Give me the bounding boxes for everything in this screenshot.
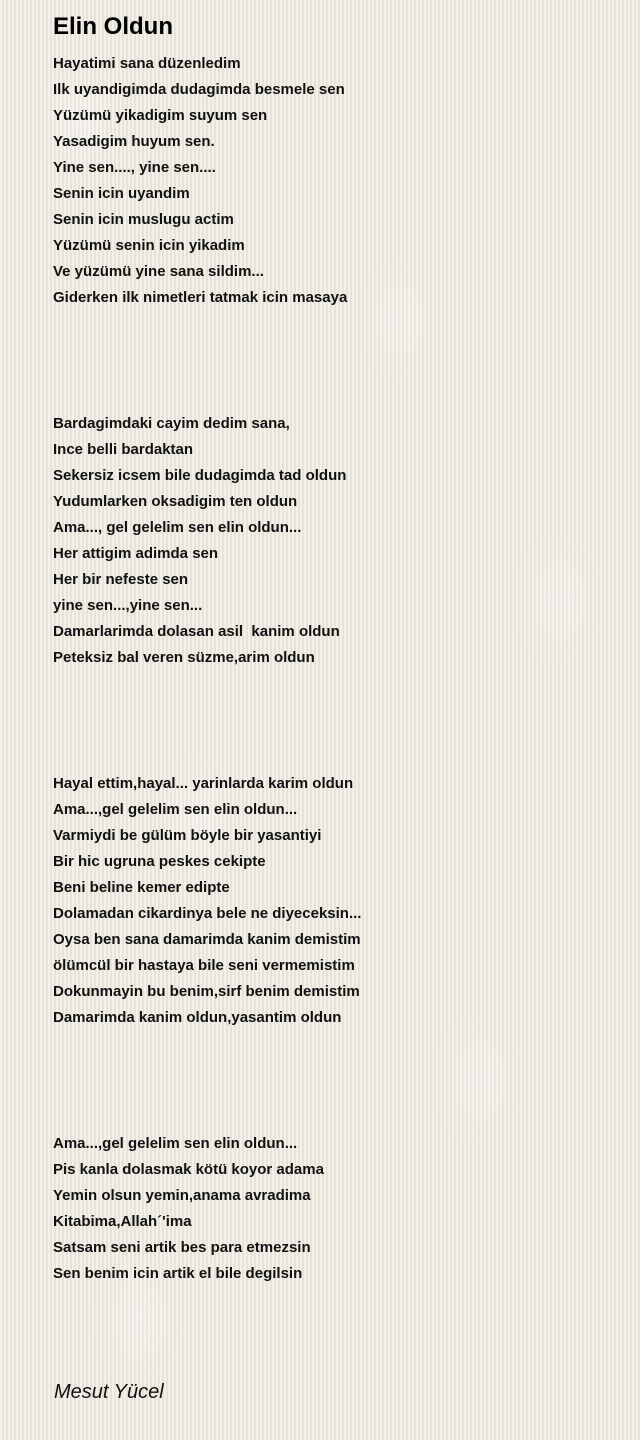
stanza-2 <box>53 411 346 671</box>
poem-line: Ama..., gel gelelim sen elin oldun... <box>53 519 302 536</box>
poem-line: Dokunmayin bu benim,sirf benim demistim <box>53 983 360 1000</box>
poem-line: Ama...,gel gelelim sen elin oldun... <box>53 1135 298 1152</box>
poem-line: Ama...,gel gelelim sen elin oldun... <box>53 801 298 818</box>
poem-title: Elin Oldun <box>53 13 173 40</box>
poem-line: Oysa ben sana damarimda kanim demistim <box>53 931 361 948</box>
poem-line: Bir hic ugruna peskes cekipte <box>53 853 266 870</box>
poem-author: Mesut Yücel <box>54 1381 164 1403</box>
poem-line: Her bir nefeste sen <box>53 571 189 588</box>
poem-line: Her attigim adimda sen <box>53 545 219 562</box>
poem-line: ölümcül bir hastaya bile seni vermemistim <box>53 957 355 974</box>
poem-line: Peteksiz bal veren süzme,arim oldun <box>53 649 315 666</box>
poem-line: Sekersiz icsem bile dudagimda tad oldun <box>53 467 347 484</box>
poem-line: Damarlarimda dolasan asil kanim oldun <box>53 623 340 640</box>
poem-line: Senin icin uyandim <box>53 185 190 202</box>
poem-line: Yüzümü senin icin yikadim <box>53 237 245 254</box>
stanza-3 <box>53 771 361 1031</box>
poem-line: Ilk uyandigimda dudagimda besmele sen <box>53 81 345 98</box>
poem-line: Yudumlarken oksadigim ten oldun <box>53 493 298 510</box>
poem-line: Ve yüzümü yine sana sildim... <box>53 263 264 280</box>
poem-line: Hayal ettim,hayal... yarinlarda karim oldun <box>53 775 354 792</box>
poem-line: Bardagimdaki cayim dedim sana, <box>53 415 290 432</box>
stanza-1 <box>53 51 347 311</box>
poem-line: Beni beline kemer edipte <box>53 879 230 896</box>
poem-line: Ince belli bardaktan <box>53 441 194 458</box>
poem-line: Dolamadan cikardinya bele ne diyeceksin... <box>53 905 362 922</box>
poem-line: Pis kanla dolasmak kötü koyor adama <box>53 1161 324 1178</box>
poem-line: Yemin olsun yemin,anama avradima <box>53 1187 311 1204</box>
stanza-4 <box>53 1131 324 1287</box>
poem-line: Hayatimi sana düzenledim <box>53 55 241 72</box>
poem-line: Satsam seni artik bes para etmezsin <box>53 1239 311 1256</box>
poem-line: yine sen...,yine sen... <box>53 597 203 614</box>
poem-line: Kitabima,Allah´'ima <box>53 1213 192 1230</box>
poem-line: Sen benim icin artik el bile degilsin <box>53 1265 303 1282</box>
poem-line: Varmiydi be gülüm böyle bir yasantiyi <box>53 827 322 844</box>
poem-line: Yüzümü yikadigim suyum sen <box>53 107 268 124</box>
poem-line: Yine sen...., yine sen.... <box>53 159 216 176</box>
poem-line: Giderken ilk nimetleri tatmak icin masaya <box>53 289 348 306</box>
poem-line: Senin icin muslugu actim <box>53 211 234 228</box>
poem-line: Damarimda kanim oldun,yasantim oldun <box>53 1009 342 1026</box>
poem-line: Yasadigim huyum sen. <box>53 133 215 150</box>
